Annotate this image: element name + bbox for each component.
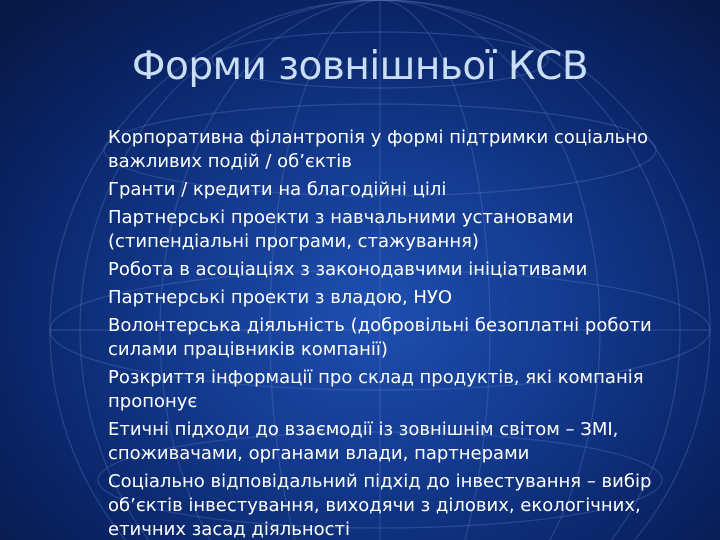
bullet-item: Гранти / кредити на благодійні цілі bbox=[108, 179, 447, 200]
bullet-item: Робота в асоціаціях з законодавчими ініціативами bbox=[108, 259, 588, 280]
slide-title: Форми зовнішньої КСВ bbox=[131, 44, 589, 89]
bullet-item: Партнерські проекти з навчальними установами (стипендіальні програми, стажування) bbox=[108, 207, 574, 252]
bullet-item: Соціально відповідальний підхід до інвестування – вибір об’єктів інвестування, виходячи з ділових, екологічних, етичних засад діяльності bbox=[108, 471, 652, 540]
bullet-list bbox=[108, 126, 688, 540]
bullet-item: Розкриття інформації про склад продуктів, які компанія пропонує bbox=[108, 367, 644, 412]
bullet-item: Волонтерська діяльність (добровільні безоплатні роботи силами працівників компанії) bbox=[108, 315, 652, 360]
bullet-item: Корпоративна філантропія у формі підтримки соціально важливих подій / об’єктів bbox=[108, 127, 648, 172]
bullet-item: Етичні підходи до взаємодії із зовнішнім світом – ЗМІ, споживачами, органами влади, партнерами bbox=[108, 419, 619, 464]
bullet-item: Партнерські проекти з владою, НУО bbox=[108, 287, 453, 308]
